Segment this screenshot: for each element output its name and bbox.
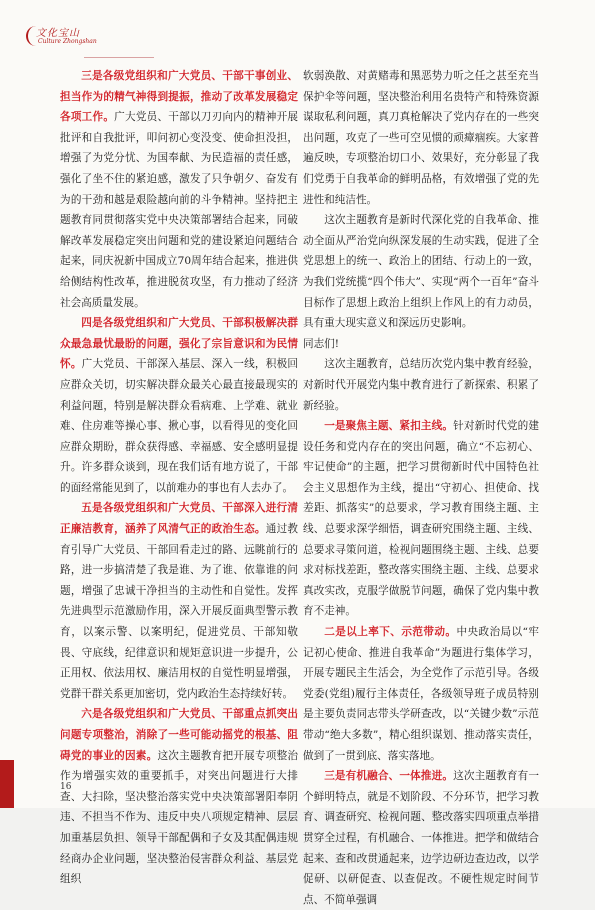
paragraph: [303, 416, 539, 622]
highlighted-lead: 三是有机融合、一体推进。: [324, 770, 454, 783]
paragraph: [60, 498, 298, 704]
highlighted-lead: 二是以上率下、示范带动。: [324, 626, 457, 639]
paragraph-text: 这次主题教育是新时代深化党的自我革命、推动全面从严治党向纵深发展的生动实践，促进了全党思想上的统一、政治上的团结、行动上的一致，为我们党统揽“四个伟大”、实现“两个一百年”奋斗目标作了思想上政治上组织上作风上的有力动员，具有重大现实意义和深远历史影响。: [303, 214, 539, 330]
paragraph: [303, 354, 539, 416]
paragraph: [60, 66, 298, 313]
paragraph: [303, 66, 539, 210]
paragraph-text: 广大党员、干部以刀刃向内的精神开展批评和自我批评，叩问初心变没变、使命担没担，增强了为党分忧、为国奉献、为民造福的责任感，强化了坐不住的紧迫感，激发了只争朝夕、奋发有为的干劲和越是艰险越向前的斗争精神。坚持把主题教育同贯彻落实党中央决策部署结合起来，同破解改革发展稳定突出问题和党的建设紧迫问题结合起来，同庆祝新中国成立70周年结合起来，推进供给侧结构性改革，推进脱贫攻坚，有力推动了经济社会高质量发展。: [60, 111, 299, 309]
header-divider: [84, 57, 154, 58]
highlighted-lead: 五是各级党组织和广大党员、干部深入进行清正廉洁教育，涵养了风清气正的政治生态。: [60, 502, 298, 536]
highlighted-lead: 四是各级党组织和广大党员、干部积极解决群众最急最忧最盼的问题，强化了宗旨意识和为民情怀。: [60, 317, 298, 371]
left-column: [60, 66, 298, 890]
page-number: 16: [60, 782, 72, 792]
page-edge-marker: [0, 760, 14, 808]
paragraph-text: 这次主题教育，总结历次党内集中教育经验，对新时代开展党内集中教育进行了新探索、积累了新经验。: [303, 358, 539, 412]
paragraph-text: 软弱涣散、对黄赌毒和黑恶势力听之任之甚至充当保护伞等问题，坚决整治利用名贵特产和特殊资源谋取私利问题，真刀真枪解决了党内存在的一些突出问题，攻克了一些可空见惯的顽瘴痼疾。大家普遍反映，专项整治切口小、效果好，充分彰显了我们党勇于自我革命的鲜明品格，有效增强了党的先进性和纯洁性。: [303, 70, 539, 206]
magazine-header: [28, 20, 148, 54]
highlighted-lead: 六是各级党组织和广大党员、干部重点抓突出问题专项整治，消除了一些可能动摇党的根基、阻碍党的事业的因素。: [60, 708, 298, 762]
paragraph-text: 中央政治局以“牢记初心使命、推进自我革命”为题进行集体学习，开展专题民主生活会，为全党作了示范引导。各级党委(党组)履行主体责任，各级领导班子成员特别是主要负责同志带头学研查改，以“关键少数”示范带动“绝大多数”，精心组织谋划、推动落实责任，做到了一贯到底、落实落地。: [303, 626, 539, 762]
logo-title: 文化宝山: [36, 28, 80, 39]
highlighted-lead: 三是各级党组织和广大党员、干部干事创业、担当作为的精气神得到提振，推动了改革发展稳定各项工作。: [60, 70, 298, 124]
paragraph: [303, 210, 539, 334]
paragraph-text: 这次主题教育有一个鲜明特点，就是不划阶段、不分环节，把学习教育、调查研究、检视问题、整改落实四项重点举措贯穿全过程，有机融合、一体推进。把学和做结合起来、查和改贯通起来，边学边研边查边改，以学促研、以研促查、以查促改。不硬性规定时间节点、不简单强调: [303, 770, 540, 906]
paragraph: [303, 766, 539, 910]
paragraph: [303, 334, 539, 355]
highlighted-lead: 一是聚焦主题、紧扣主线。: [324, 420, 454, 433]
paragraph-text: 针对新时代党的建设任务和党内存在的突出问题，确立“不忘初心、牢记使命”的主题，把学习贯彻新时代中国特色社会主义思想作为主线，提出“守初心、担使命、找差距、抓落实”的总要求，学习教育围绕主题、主线、总要求深学细悟，调查研究围绕主题、主线、总要求寻策问道，检视问题围绕主题、主线、总要求对标找差距，整改落实围绕主题、主线、总要求真改实改，克服学做脱节问题，确保了党内集中教育不走神。: [303, 420, 540, 618]
paragraph-text: 广大党员、干部深入基层、深入一线，积极回应群众关切，切实解决群众最关心最直接最现实的利益问题，特别是解决群众看病难、上学难、就业难、住房难等操心事、揪心事，以看得见的变化回应群众期盼，群众获得感、幸福感、安全感明显提升。许多群众谈到，现在我们话有地方说了，干部的面经常能见到了，以前难办的事也有人去办了。: [60, 358, 299, 494]
right-column: [303, 66, 539, 910]
paragraph-text: 通过教育引导广大党员、干部回看走过的路、远眺前行的路，进一步搞清楚了我是谁、为了谁、依靠谁的问题，增强了忠诚干净担当的主动性和自觉性。发挥先进典型示范激励作用，深入开展反面典型警示教育，以案示警、以案明纪，促进党员、干部知敬畏、守底线，纪律意识和规矩意识进一步提升，公正用权、依法用权、廉洁用权的自觉性明显增强，党群干群关系更加密切，党内政治生态持续好转。: [60, 523, 299, 700]
paragraph-text: 同志们!: [303, 337, 340, 350]
paragraph-text: 这次主题教育把开展专项整治作为增强实效的重要抓手，对突出问题进行大排查、大扫除，坚决整治落实党中央决策部署阳奉阴违、不担当不作为、违反中央八项规定精神、层层加重基层负担、领导干部配偶和子女及其配偶违规经商办企业问题，坚决整治侵害群众利益、基层党组织: [60, 749, 299, 886]
logo-subtitle: Culture Zhongshan: [38, 38, 97, 45]
paragraph: [60, 313, 298, 498]
paragraph: [60, 704, 298, 889]
paragraph: [303, 622, 539, 766]
